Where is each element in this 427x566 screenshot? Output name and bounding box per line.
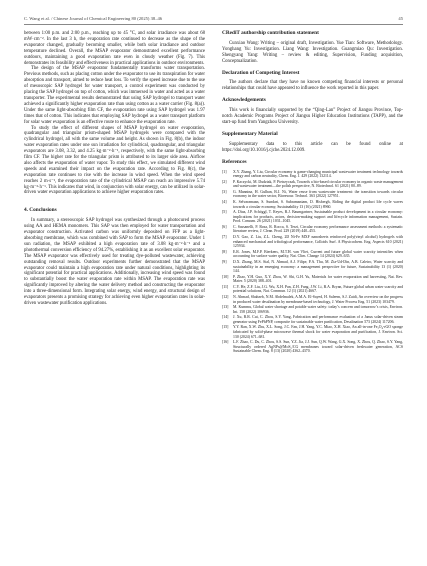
reference-number: [4] (222, 199, 227, 204)
paragraph: between 1:00 p.m. and 2:00 p.m., reaching up to 45 °C, and solar irradiance was about 68 mW·cm⁻². In the last 3 h, the evaporation rate continued to decrease as the shape of the evaporator changed, gradually becoming smaller, while both solar irradiance and outdoor temperature declined. Overall, the MSAP evaporator demonstrated excellent performance outdoors, maintaining a good evaporation rate even in cloudy weather (Fig. 7). This demonstrates its feasibility and effectiveness in practical applications in outdoor environments. (24, 31, 205, 66)
left-column (24, 31, 205, 307)
reference-number: [8] (222, 249, 227, 254)
header-rule (24, 24, 403, 25)
journal-citation: C. Wang et al. / Chinese Journal of Chemical Engineering 80 (2025) 38–46 (24, 15, 163, 21)
reference-number: [15] (222, 325, 229, 330)
reference-text: Y.Y. Ran, X.W. Zhu, X.L. Song, J.C. Fan, J.H. Yang, Y.C. Miao, X.H. Xiao, An all-in-one Fe₃O₄-rGO sponge fabricated by solid-phase microwave thermal shock for water evaporation and purification, J. Environ. Sci. 130 (2024) 671–681. (233, 325, 403, 339)
reference-text: K. Selvaramaan, S. Sundari, S. Subramaniam, D. Hisbergh, Riding the digital product life cycle waves towards a circular economy, Sustainability 13 (16) (2021) 8960. (233, 199, 403, 209)
reference-list (222, 170, 403, 355)
reference-item (222, 340, 403, 354)
reference-item (222, 170, 403, 180)
acknowledgements-heading: Acknowledgements (222, 97, 266, 104)
reference-text: M. Kummu, Global water shortage and potable water safety: today’s concern and tomorrow’s crisis, Environ. Int. 158 (2022) 106936. (233, 304, 403, 314)
right-column (222, 31, 403, 355)
competing-interest-paragraph: The authors declare that they have no known competing financial interests or personal relationships that could have appeared to influence the work reported in this paper. (222, 80, 403, 92)
reference-item (222, 275, 403, 285)
reference-item (222, 190, 403, 200)
reference-item (222, 325, 403, 339)
reference-text: X.Y. Zhang, Y. Liu, Circular economy is game-changing municipal wastewater treatment technology towards energy and carbon neutrality, Chem. Eng. J. 429 (2022) 132114. (233, 169, 403, 179)
credit-heading: CRediT authorship contribution statement (222, 30, 319, 36)
reference-item (222, 305, 403, 315)
reference-number: [2] (222, 179, 227, 184)
competing-interest-heading: Declaration of Competing Interest (222, 69, 300, 76)
reference-item (222, 260, 403, 274)
reference-item (222, 315, 403, 325)
reference-text: C. Sassanelli, P. Rosa, R. Rocca, S. Terzi, Circular economy performance assessment methods: a systematic literature review, J. Clean. Prod. 229 (2019) 440–453. (233, 224, 403, 234)
reference-text: P. Kaczycki, M. Dudziak, P. Pietrzyczak, Towards a bio-based circular economy in organic waste management and wastewater treatment—the polish perspective, N. Biotechnol. 61 (2021) 80–89. (233, 179, 403, 189)
references-heading: References (222, 158, 247, 165)
reference-text: P. Zhao, Y.H. Guo, X.Y. Zhou, W. Shi, G.H. Yu, Materials for water evaporation and harvesting, Nat. Rev. Mater. 5 (2020) 388–401. (233, 274, 403, 284)
reference-text: G. Mannina, H. Gulhan, B.J. Ni, Water reuse from wastewater treatment: the transition towards circular economy in the water sector, Bioresour. Technol. 363 (2022) 127951. (233, 189, 403, 199)
reference-text: L.F. Zhao, C. Du, C. Zhou, S.S. Sun, Y.Z. Jia, J.J. Sun, Q.W. Wang, G.X. Song, X. Zhou, Q. Zhao, S.Y. Yang, Structurally ordered AgNPs@MoS₂/CG membranes toward solar-driven freshwater generation, ACS Sustainable Chem. Eng. 8 (13) (2020) 4362–4370. (233, 339, 403, 354)
reference-item (222, 210, 403, 224)
supplementary-heading: Supplementary Material (222, 130, 278, 137)
reference-item (222, 295, 403, 305)
reference-number: [9] (222, 259, 227, 264)
reference-item (222, 180, 403, 190)
reference-number: [10] (222, 274, 229, 279)
paragraph: To study the effect of different shapes of MSAP hydrogel on water evaporation, quadrangular and triangular prism-shaped MSAP hydrogels were compared with the cylindrical hydrogel, all with the same volume and height. As shown in Fig. 8(b), the indoor water evaporation rates under one sun irradiation for cylindrical, quadrangular, and triangular evaporators are 3.08, 3.32, and 4.25 kg·m⁻²·h⁻¹, respectively, with the same light-absorbing film CF. The higher rate for the triangular prism is attributed to its larger side area. Airflow also affects the evaporation of water vapor. To study this effect, we simulated different wind speeds and examined their impact on the evaporation rate. According to Fig. 8(c), the evaporation rate continues to rise with the increase in wind speed. When the wind speed reaches 2 m·s⁻¹, the evaporation rate of the cylindrical MSAP can reach an impressive 5.74 kg·m⁻²·h⁻¹. This indicates that wind, in conjunction with solar energy, can be utilized in solar-driven water evaporation applications to achieve higher evaporation rates. (24, 125, 205, 196)
supplementary-paragraph[interactable]: Supplementary data to this article can be found online at https://doi.org/10.1016/j.cjche.2024.12.009. (222, 141, 403, 153)
reference-number: [12] (222, 294, 229, 299)
reference-item (222, 200, 403, 210)
reference-item (222, 225, 403, 235)
acknowledgements-paragraph: This work is financially supported by the “Qing-Lan” Project of Jiangsu Province, Top-notch Academic Programs Project of Jiangsu Higher Education Institutions (TAPP), and the start-up fund from Yangzhou University. (222, 108, 403, 125)
conclusions-heading: 4. Conclusions (24, 207, 57, 214)
credit-paragraph: Cunxiao Wang: Writing – original draft, Investigation. Yue Tian: Software, Methodology. Yonghang Yu: Investigation. Liang Wang: Investigation. Guangmiao Qu: Investigation. Shengyang Yang: Writing – review & editing, Supervision, Funding acquisition, Conceptualization. (222, 40, 403, 64)
spacer (24, 196, 205, 202)
reference-number: [3] (222, 189, 227, 194)
paragraph: The design of the MSAP evaporator fundamentally transforms water transportation. Previous methods, such as placing cotton under the evaporator to use its transpiration for water absorption and transport, aimed to reduce heat loss. To verify the speed increase due to the use of mesoscopic SAP hydrogel for water transport, a control experiment was conducted by placing the SAP hydrogel on top of cotton, which was immersed in water and acted as a water transporter. The experimental results demonstrated that using SAP hydrogel to transport water achieved a significantly higher evaporation rate than using cotton as a water carrier (Fig. 8(a)). Under the same light-absorbing film CF, the evaporation rate using SAP hydrogel was 1.97 times that of cotton. This indicates that employing SAP hydrogel as a water transport platform for solar water evaporation is an effective route to enhance the evaporation rate. (24, 66, 205, 125)
reference-number: [14] (222, 314, 229, 319)
reference-number: [7] (222, 234, 227, 239)
reference-text: C.Y. He, Z.F. Liu, J.G. Wu, X.H. Pan, Z.H. Fang, J.W. Li, B.A. Bryan, Future global urban water scarcity and potential solutions, Nat. Commun. 12 (1) (2021) 4667. (233, 284, 403, 294)
reference-number: [1] (222, 169, 227, 174)
reference-number: [5] (222, 209, 227, 214)
conclusions-paragraph: In summary, a stereoscopic SAP hydrogel was synthesized through a photocured process using AA and HEMA monomers. This SAP was then employed for water transportation and evaporator construction. Activated carbon was uniformly deposited on FFP as a light-absorbing membrane, which was combined with SAP to form the MSAP evaporator. Under 1 sun radiation, the MSAP exhibited a high evaporation rate of 3.08 kg·m⁻²·h⁻¹ and a photothermal conversion efficiency of 94.27%, establishing it as an excellent solar evaporator. The MSAP evaporator was effectively used for treating dye-polluted wastewater, achieving outstanding removal results. Outdoor experiments further demonstrated that the MSAP evaporator could maintain a high evaporation rate under natural conditions, highlighting its significant potential for practical applications. Additionally, increasing wind speed was found to substantially boost the water evaporation rate within MSAP. The evaporation rate was significantly improved by altering the water delivery method and constructing the evaporator into a three-dimensional form. Integrating solar energy, wind energy, and structural design of evaporators presents a promising strategy for achieving even higher evaporation rates in solar-driven wastewater purification applications. (24, 218, 205, 306)
reference-text: E.R. Jones, M.F.P. Bierkens, M.T.H. van Vliet, Current and future global water scarcity intensifies when accounting for surface water quality, Nat. Clim. Change 14 (2024) 629–635. (233, 249, 403, 259)
reference-text: D.X. Zhang, M.S. Sial, N. Ahmad, A.J. Filipe, P.A. Thu, M. Zia-Ud-Din, A.B. Caleiro, Water scarcity and sustainability in an emerging economy: a management perspective for future, Sustainability 13 (1) (2020) 144. (233, 259, 403, 274)
reference-item (222, 235, 403, 249)
reference-text: A. Diaz, J.P. Schöggl, T. Reyes, R.J. Baumgartner, Sustainable product development in a circular economy: implications for products, actors, decision-making support and lifecycle information management, Sustain. Prod. Consum. 26 (2021) 1031–1045. (233, 209, 403, 224)
reference-text: N. Ahmad, Shahzeb, N.M. Abdelmalek, A.M.A. El-Sayed, H. Saleem, S.J. Zaidi, An overview on the progress in produced water desalination by membrane-based technology, J. Water Process Eng. 51 (2023) 103479. (233, 294, 403, 304)
running-header (24, 13, 403, 23)
page-number: 45 (398, 15, 403, 21)
reference-item (222, 285, 403, 295)
reference-text: D.Y. Gao, Z. Liu, Z.L. Cheng, 2D Ni-Fe MXF nanosheets reinforced poly(vinyl alcohol) hydrogels with enhanced mechanical and tribological performance, Colloids Surf. A Physicochem. Eng. Aspects 610 (2021) 125934. (233, 234, 403, 249)
reference-item (222, 250, 403, 260)
reference-number: [13] (222, 304, 229, 309)
reference-number: [16] (222, 339, 229, 344)
reference-number: [6] (222, 224, 227, 229)
reference-text: J. Xu, R.R. Cui, C. Zhou, S.Y. Yang, Fabrication and performance evaluation of a Janus solar-driven steam generator using FePhPNP, composite for sustainable water purification, Desalination 573 (2024) 117206. (233, 314, 403, 324)
reference-number: [11] (222, 284, 229, 289)
